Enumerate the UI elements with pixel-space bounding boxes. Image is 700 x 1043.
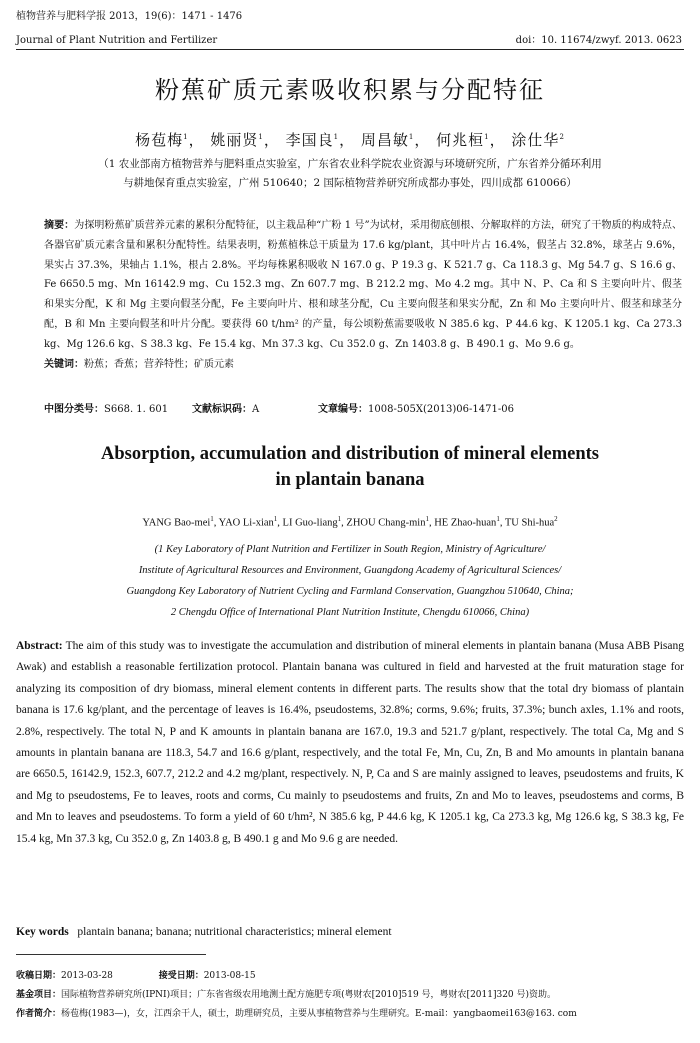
author-cn: 周昌敏 bbox=[360, 131, 409, 149]
journal-name-en: Journal of Plant Nutrition and Fertilizer bbox=[16, 35, 218, 46]
page-title-en: Absorption, accumulation and distribution of mineral elements in plantain banana bbox=[101, 444, 599, 490]
affiliation-cn: （1 农业部南方植物营养与肥料重点实验室，广东省农业科学院农业资源与环境研究所，广东省养分循环利用 与耕地保育重点实验室，广州 510640；2 国际植物营养研究所成都办事处，四川成都 610066） bbox=[98, 158, 602, 189]
clc-number: 中图分类号：S668. 1. 601 bbox=[44, 404, 169, 415]
affiliation-en: (1 Key Laboratory of Plant Nutrition and Fertilizer in South Region, Ministry of Agriculture/ Institute of Agricultural Resources and Environment, Guangdong Academy of Agricultural Sciences/ Guangdong Key Laboratory of Nutrient Cycling and Farmland Conservation, Guangzhou 510640, China; 2 Chengdu Office of International Plant Nutrition Institute, Chengdu 610066, China) bbox=[126, 544, 574, 618]
author-cn: 李国良 bbox=[285, 131, 334, 149]
author-cn: 涂仕华 bbox=[511, 131, 560, 149]
authors-en: YANG Bao-mei$^1$, YAO Li-xian$^1$, LI Guo-liang$^1$, ZHOU Chang-$\min^1$, HE Zhao-huan$^1$, TU Shi-hua$^2$ bbox=[142, 515, 558, 529]
abstract-en bbox=[16, 636, 684, 850]
header-rule bbox=[16, 49, 684, 50]
abstract-cn-label: 摘要： bbox=[44, 220, 75, 231]
journal-name-cn: 植物营养与肥料学报 2013，19(6)：1471 - 1476 bbox=[16, 11, 243, 22]
document-code: 文献标识码：A bbox=[192, 404, 260, 415]
abstract-cn bbox=[44, 216, 682, 374]
author-en: YAO Li-xian bbox=[218, 517, 274, 529]
author-en: ZHOU Chang-min bbox=[346, 517, 426, 529]
author-cn: 杨苞梅 bbox=[135, 131, 184, 149]
footnotes bbox=[16, 967, 684, 1024]
author-en: LI Guo-liang bbox=[282, 517, 338, 529]
fund-footnote: 基金项目：国际植物营养研究所(IPNI)项目；广东省省级农用地测土配方施肥专项(粤财农[2010]519 号，粤财农[2011]320 号)资助。 bbox=[16, 990, 557, 1000]
keywords-en: Key words plantain banana; banana; nutritional characteristics; mineral element bbox=[16, 926, 392, 938]
abstract-cn-text: 为探明粉蕉矿质营养元素的累积分配特征，以主栽品种“广粉 1 号”为试材，采用彻底刨根、分解取样的方法，研究了干物质的构成特点、各器官矿质元素含量和累积分配特性。结果表明，粉蕉植株总干质量为 17.6 kg/plant，其中叶片占 16.4%，假茎占 32.8%，球茎占 9.6%，果实占 37.3%，果轴占 1.1%，根占 2.8%。平均每株累积吸收 N 167.0 g、P 19.3 g、K 521.7 g、Ca 118.3 g、Mg 54.7 g、S 16.6 g、Fe 6650.5 mg、Mn 16142.9 mg、Cu 152.3 mg、Zn 607.7 mg、B 212.2 mg、Mo 4.2 mg。其中 N、P、Ca 和 S 主要向叶片、假茎和果实分配，K 和 Mg 主要向假茎分配，Fe 主要向叶片、根和球茎分配，Cu 主要向假茎和果实分配，Zn 和 Mo 主要向叶片、假茎和球茎分配，B 和 Mn 主要向假茎和叶片分配。要获得 60 t/hm² 的产量，每公顷粉蕉需要吸收 N 385.6 kg、P 44.6 kg、K 1205.1 kg、Ca 273.3 kg、Mg 126.6 kg、S 38.3 kg、Fe 15.4 kg、Mn 37.3 kg、Cu 352.0 g、Zn 1403.8 g、B 490.1 g、Mo 9.6 g。 bbox=[44, 220, 683, 350]
footnote-rule bbox=[16, 954, 206, 955]
keywords-cn-label: 关键词： bbox=[44, 358, 84, 370]
author-en: YANG Bao-mei bbox=[142, 517, 211, 529]
page-title-cn: 粉蕉矿质元素吸收积累与分配特征 bbox=[155, 76, 545, 104]
author-en: HE Zhao-huan bbox=[434, 517, 497, 529]
dates-footnote: 收稿日期：2013-03-28 接受日期：2013-08-15 bbox=[16, 971, 256, 981]
abstract-en-text: The aim of this study was to investigate the accumulation and distribution of mineral elements in plantain banana (Musa ABB Pisang Awak) and establish a reasonable fertilization protocol. Plantain banana was cultured in field and harvested at the fruit maturation stage for analyzing its composition of dry biomass, mineral element contents in different parts. The results show that the total dry biomass of plantain banana is 17.6 kg/plant, and the percentage of leaves is 16.4%, pseudostems, 32.8%; corms, 9.6%; fruits, 37.3%; bunch axles, 1.1% and roots, 2.8%, respectively. The total N, P and K amounts in plantain banana are 167.0, 19.3 and 521.7 g/plant, respectively. The total Ca, Mg and S amounts in plantain banana are 118.3, 54.7 and 16.6 g/plant, respectively, and the total Fe, Mn, Cu, Zn, B and Mo amounts in plantain banana are 6650.5, 16142.9, 152.3, 607.7, 212.2 and 4.2 mg/plant, respectively. N, P, Ca and S are mainly assigned to leaves, pseudostems and fruits, K and Mg to pseudostems, Fe to leaves, roots and corms, Cu mainly to pseudostems and fruits, Zn and Mo to leaves, pseudostems and corms, B and Mn to leaves and pseudostems. To form a yield of 60 t/hm², N 385.6 kg, P 44.6 kg, K 1205.1 kg, Ca 273.3 kg, Mg 126.6 kg, S 38.3 kg, Fe 15.4 kg, Mn 37.3 kg, Cu 352.0 g, Zn 1403.8 g, B 490.1 g and Mo 9.6 g are needed. bbox=[16, 640, 684, 845]
abstract-en-label: Abstract: bbox=[16, 640, 63, 652]
authors-cn: 杨苞梅$^1$， 姚丽贤$^1$， 李国良$^1$， 周昌敏$^1$， 何兆桓$^1$， 涂仕华$^2$ bbox=[135, 131, 565, 149]
article-number: 文章编号：1008-505X(2013)06-1471-06 bbox=[318, 404, 514, 415]
author-footnote: 作者简介：杨苞梅(1983—)，女，江西余干人，硕士，助理研究员，主要从事植物营养与生理研究。E-mail：yangbaomei163@163. com bbox=[16, 1009, 577, 1019]
author-cn: 何兆桓 bbox=[436, 131, 485, 149]
doi: doi：10. 11674/zwyf. 2013. 0623 bbox=[515, 35, 682, 46]
keywords-cn: 粉蕉；香蕉；营养特性；矿质元素 bbox=[84, 358, 234, 370]
author-en: TU Shi-hua bbox=[504, 517, 555, 529]
author-cn: 姚丽贤 bbox=[210, 131, 259, 149]
